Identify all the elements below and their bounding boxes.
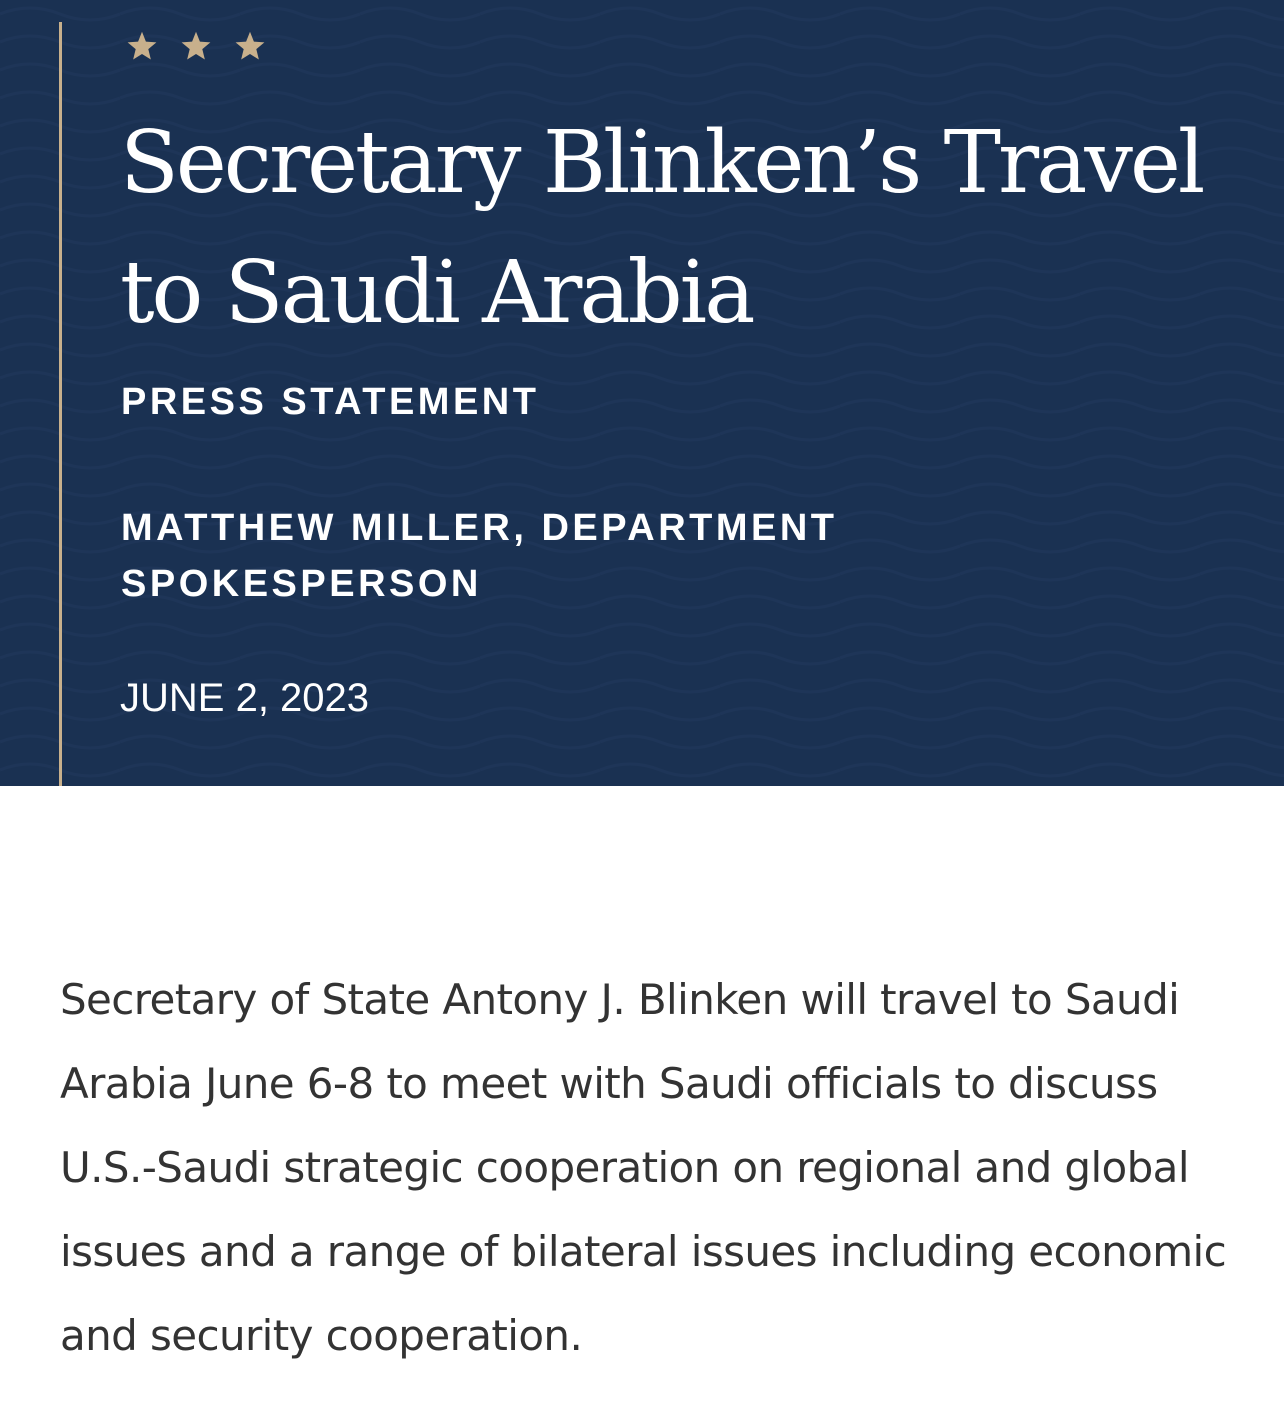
content-type-label: PRESS STATEMENT bbox=[121, 381, 540, 423]
stars-row bbox=[124, 28, 268, 70]
star-icon bbox=[178, 28, 214, 64]
publish-date: JUNE 2, 2023 bbox=[120, 676, 370, 720]
gold-vertical-rule bbox=[59, 22, 62, 786]
page-title: Secretary Blinken’s Travel to Saudi Arabia bbox=[120, 113, 1203, 343]
author-byline: MATTHEW MILLER, DEPARTMENT SPOKESPERSON bbox=[121, 507, 838, 605]
star-icon bbox=[124, 28, 160, 64]
star-icon bbox=[232, 28, 268, 64]
article-paragraph: Secretary of State Antony J. Blinken will travel to Saudi Arabia June 6-8 to meet with Saudi officials to discuss U.S.-Saudi strategic cooperation on regional and global issues and a range of bilateral issues including economic and security cooperation. bbox=[60, 975, 1227, 1360]
